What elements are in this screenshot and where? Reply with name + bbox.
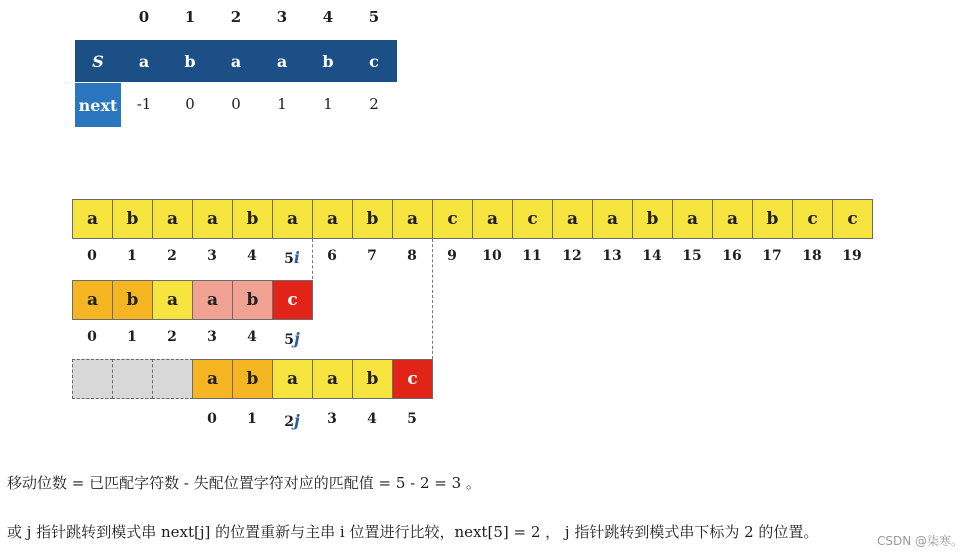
main-char: b — [232, 199, 273, 239]
next-table-index: 5 — [368, 8, 380, 26]
main-char: a — [712, 199, 753, 239]
jump-explanation-text: 或 j 指针跳转到模式串 next[j] 的位置重新与主串 i 位置进行比较，next[5] = 2 ， j 指针跳转到模式串下标为 2 的位置。 — [7, 523, 819, 541]
main-index: 16 — [722, 248, 742, 264]
pattern-char: a — [259, 40, 305, 82]
pattern-index: 4 — [367, 411, 377, 427]
pattern-index: 2 — [167, 329, 177, 345]
pointer-j: j — [293, 329, 300, 348]
main-char: b — [632, 199, 673, 239]
pattern-char-mismatch: c — [392, 359, 433, 399]
pattern-char: b — [232, 359, 273, 399]
main-index: 15 — [682, 248, 702, 264]
main-char: c — [512, 199, 553, 239]
pattern-index: 0 — [87, 329, 97, 345]
pattern-char: b — [112, 280, 153, 320]
main-index: 1 — [127, 248, 137, 264]
main-char: c — [792, 199, 833, 239]
next-value: 1 — [277, 95, 287, 113]
main-char: a — [312, 199, 353, 239]
main-index: 13 — [602, 248, 622, 264]
pattern-char: a — [312, 359, 353, 399]
pattern-char: c — [351, 40, 397, 82]
main-index: 2 — [167, 248, 177, 264]
main-index: 3 — [207, 248, 217, 264]
watermark: CSDN @柒寒。 — [876, 534, 963, 548]
next-value: 2 — [369, 95, 379, 113]
next-table-index: 0 — [138, 8, 150, 26]
shift-formula-text: 移动位数 = 已匹配字符数 - 失配位置字符对应的匹配值 = 5 - 2 = 3 。 — [7, 474, 481, 492]
next-value: 0 — [231, 95, 241, 113]
pattern-index: 5 — [407, 411, 417, 427]
next-table-index: 3 — [276, 8, 288, 26]
main-char: a — [672, 199, 713, 239]
pattern-char: b — [232, 280, 273, 320]
main-index: 11 — [522, 248, 542, 264]
pattern-index: 5 — [284, 332, 294, 348]
pattern-char: b — [305, 40, 351, 82]
row-label-s: S — [75, 40, 121, 82]
pattern-char: b — [352, 359, 393, 399]
pointer-i: i — [293, 248, 300, 267]
pattern-char: a — [72, 280, 113, 320]
pattern-char: a — [272, 359, 313, 399]
main-char: b — [752, 199, 793, 239]
pattern-char-mismatch: c — [272, 280, 313, 320]
pattern-char: a — [192, 280, 233, 320]
main-char: a — [192, 199, 233, 239]
next-table-index: 2 — [230, 8, 242, 26]
pattern-char: a — [152, 280, 193, 320]
main-index: 17 — [762, 248, 782, 264]
main-index: 0 — [87, 248, 97, 264]
main-char: a — [72, 199, 113, 239]
pattern-index: 4 — [247, 329, 257, 345]
main-index: 5 — [284, 251, 294, 267]
pattern-index: 0 — [207, 411, 217, 427]
row-label-next: next — [75, 83, 121, 127]
main-char: a — [472, 199, 513, 239]
main-char: a — [592, 199, 633, 239]
main-index: 14 — [642, 248, 662, 264]
pattern-char: a — [121, 40, 167, 82]
main-index: 8 — [407, 248, 417, 264]
main-char: c — [432, 199, 473, 239]
next-value: 0 — [185, 95, 195, 113]
main-char: a — [552, 199, 593, 239]
main-char: b — [112, 199, 153, 239]
empty-slot — [72, 359, 113, 399]
pattern-index: 3 — [207, 329, 217, 345]
main-index: 19 — [842, 248, 862, 264]
pattern-index: 1 — [127, 329, 137, 345]
pattern-char: b — [167, 40, 213, 82]
pattern-char: a — [213, 40, 259, 82]
main-char: c — [832, 199, 873, 239]
main-index-5 — [272, 248, 312, 267]
pattern-index: 2 — [284, 414, 294, 430]
pattern-index: 3 — [327, 411, 337, 427]
main-index: 6 — [327, 248, 337, 264]
main-char: a — [152, 199, 193, 239]
shift-guide-line — [432, 239, 433, 359]
main-index: 7 — [367, 248, 377, 264]
next-table-index: 4 — [322, 8, 334, 26]
pattern-index-2 — [272, 411, 312, 430]
next-value: -1 — [136, 95, 152, 113]
empty-slot — [152, 359, 193, 399]
main-char: a — [272, 199, 313, 239]
pointer-j: j — [293, 411, 300, 430]
pattern-char: a — [192, 359, 233, 399]
main-index: 18 — [802, 248, 822, 264]
empty-slot — [112, 359, 153, 399]
main-index: 9 — [447, 248, 457, 264]
main-index: 10 — [482, 248, 502, 264]
main-index: 12 — [562, 248, 582, 264]
pattern-index: 1 — [247, 411, 257, 427]
next-table-index: 1 — [184, 8, 196, 26]
next-value: 1 — [323, 95, 333, 113]
main-index: 4 — [247, 248, 257, 264]
main-char: b — [352, 199, 393, 239]
main-char: a — [392, 199, 433, 239]
pattern-index-5 — [272, 329, 312, 348]
mismatch-guide-line — [312, 239, 313, 279]
